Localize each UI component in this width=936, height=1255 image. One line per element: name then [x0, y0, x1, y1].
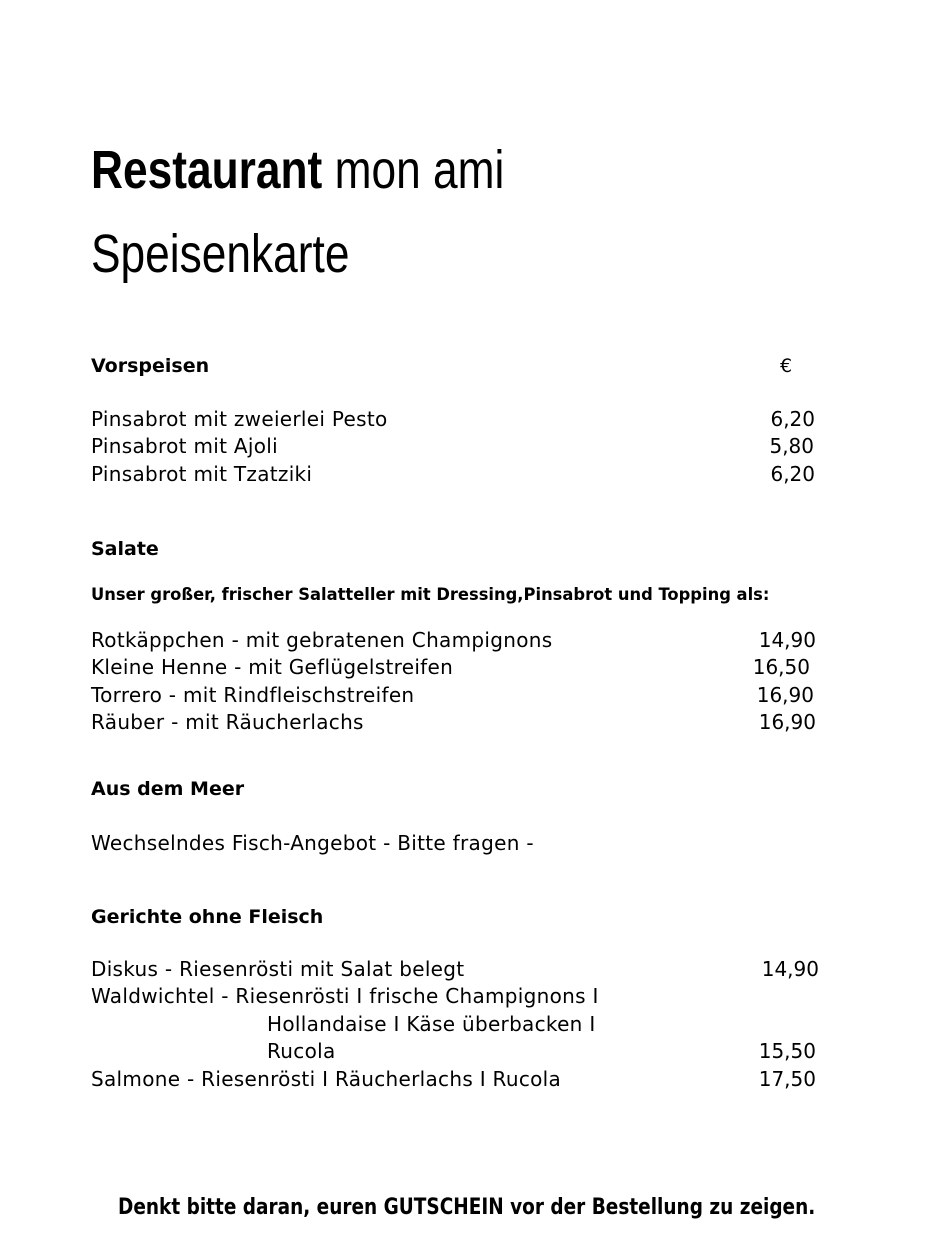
menu-item: Wechselndes Fisch-Angebot - Bitte fragen -	[91, 831, 534, 855]
menu-item-price: 14,90	[761, 957, 819, 981]
menu-item-line: Hollandaise I Käse überbacken I	[267, 1012, 596, 1036]
menu-item-price: 5,80	[769, 434, 814, 458]
section-heading-meer: Aus dem Meer	[91, 778, 245, 800]
footer-note: Denkt bitte daran, euren GUTSCHEIN vor der Bestellung zu zeigen.	[118, 1195, 816, 1220]
menu-item-price: 16,90	[758, 710, 816, 734]
menu-item-price: 16,90	[756, 683, 814, 707]
menu-item: Pinsabrot mit Ajoli	[91, 434, 278, 458]
menu-item-price: 14,90	[758, 628, 816, 652]
menu-item: Rotkäppchen - mit gebratenen Champignons	[91, 628, 553, 652]
section-heading-salate: Salate	[91, 538, 159, 560]
menu-item: Diskus - Riesenrösti mit Salat belegt	[91, 957, 465, 981]
section-heading-vorspeisen: Vorspeisen	[91, 355, 210, 377]
menu-item: Pinsabrot mit zweierlei Pesto	[91, 407, 388, 431]
page-title	[91, 140, 504, 200]
title-restaurant: Restaurant	[91, 140, 323, 200]
menu-item: Räuber - mit Räucherlachs	[91, 710, 364, 734]
menu-item-line: Rucola	[267, 1039, 336, 1063]
section-intro-salate: Unser großer, frischer Salatteller mit Dressing,Pinsabrot und Topping als:	[91, 585, 770, 605]
menu-item: Pinsabrot mit Tzatziki	[91, 462, 313, 486]
section-heading-ohne-fleisch: Gerichte ohne Fleisch	[91, 906, 324, 928]
title-name: mon ami	[322, 140, 505, 200]
menu-item-price: 16,50	[752, 655, 810, 679]
menu-item: Kleine Henne - mit Geflügelstreifen	[91, 655, 454, 679]
menu-item-price: 15,50	[758, 1039, 816, 1063]
menu-item-price: 6,20	[770, 462, 815, 486]
menu-item-price: 17,50	[758, 1067, 816, 1091]
currency-label: €	[780, 355, 793, 377]
menu-item: Torrero - mit Rindfleischstreifen	[91, 683, 415, 707]
menu-item-line: Waldwichtel - Riesenrösti I frische Champignons I	[91, 984, 599, 1008]
menu-item-price: 6,20	[770, 407, 815, 431]
menu-item: Salmone - Riesenrösti I Räucherlachs I Rucola	[91, 1067, 562, 1091]
page-subtitle: Speisenkarte	[91, 224, 350, 284]
